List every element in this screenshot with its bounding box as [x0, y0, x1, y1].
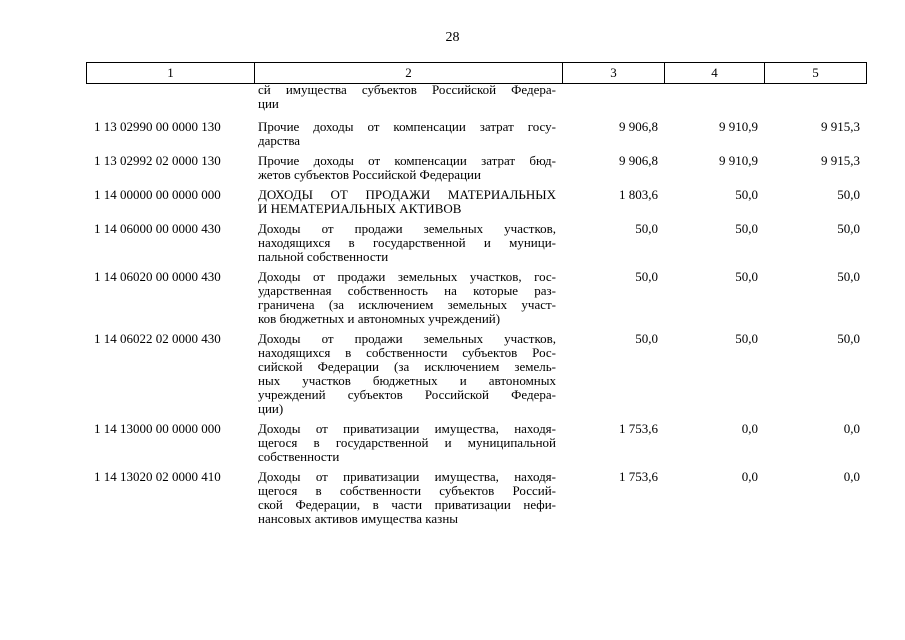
- row-value-col5: 9 915,3: [821, 153, 860, 168]
- table-body: [86, 83, 866, 532]
- table-row: [86, 83, 866, 111]
- table-row: [86, 188, 866, 216]
- row-name-line: Доходы от приватизации имущества, находя-: [258, 469, 556, 484]
- row-value-col5: 9 915,3: [821, 119, 860, 134]
- row-name-line: Доходы от продажи земельных участков, гос-: [258, 269, 556, 284]
- row-name-line: учреждений субъектов Российской Федера-: [258, 387, 556, 402]
- row-name-line: сй имущества субъектов Российской Федера-: [258, 82, 556, 97]
- row-name-line: сийской Федерации (за исключением земель-: [258, 359, 556, 374]
- table-row: [86, 422, 866, 464]
- row-name-line: щегося в собственности субъектов Россий-: [258, 483, 556, 498]
- row-code: [86, 83, 254, 111]
- row-name-line: нансовых активов имущества казны: [258, 511, 459, 526]
- row-name-line: Прочие доходы от компенсации затрат госу-: [258, 119, 556, 134]
- row-value-col3: 50,0: [635, 221, 658, 236]
- row-name-line: щегося в государственной и муниципальной: [258, 435, 556, 450]
- table-row: [86, 120, 866, 148]
- row-value-col4: 50,0: [735, 187, 758, 202]
- row-value-col3: 1 753,6: [619, 421, 658, 436]
- row-value-col4: 0,0: [741, 421, 758, 436]
- row-value-col3: 50,0: [635, 331, 658, 346]
- row-name-line: Прочие доходы от компенсации затрат бюд-: [258, 153, 556, 168]
- row-value-col5: 0,0: [843, 421, 860, 436]
- row-name-line: Доходы от продажи земельных участков,: [258, 221, 556, 236]
- row-name-line: ции): [258, 401, 284, 416]
- row-code: 1 14 00000 00 0000 000: [94, 187, 221, 202]
- row-value-col5: 0,0: [843, 469, 860, 484]
- header-col-1: 1: [87, 63, 255, 84]
- row-code: 1 14 06022 02 0000 430: [94, 331, 221, 346]
- row-name-line: ков бюджетных и автономных учреждений): [258, 311, 501, 326]
- table-row: [86, 470, 866, 526]
- row-name-line: собственности: [258, 449, 340, 464]
- row-name-line: ных участков бюджетных и автономных: [258, 373, 556, 388]
- row-name: [254, 222, 562, 264]
- row-name-line: находящихся в государственной и муници-: [258, 235, 556, 250]
- row-value-col4: [664, 83, 764, 111]
- row-value-col5: 50,0: [837, 221, 860, 236]
- row-name: [254, 470, 562, 526]
- row-value-col5: 50,0: [837, 331, 860, 346]
- table-row: [86, 222, 866, 264]
- header-col-2: 2: [255, 63, 563, 84]
- row-name-line: пальной собственности: [258, 249, 389, 264]
- table-row: [86, 270, 866, 326]
- row-value-col3: 50,0: [635, 269, 658, 284]
- row-name: [254, 270, 562, 326]
- header-col-5: 5: [765, 63, 867, 84]
- row-name-line: граничена (за исключением земельных участ-: [258, 297, 556, 312]
- row-value-col4: 9 910,9: [719, 153, 758, 168]
- row-value-col5: [764, 83, 866, 111]
- header-col-3: 3: [563, 63, 665, 84]
- row-name: [254, 188, 562, 216]
- row-name-line: Доходы от приватизации имущества, находя-: [258, 421, 556, 436]
- row-value-col4: 50,0: [735, 331, 758, 346]
- row-value-col4: 0,0: [741, 469, 758, 484]
- row-value-col3: 9 906,8: [619, 153, 658, 168]
- row-value-col4: 50,0: [735, 269, 758, 284]
- row-code: 1 14 06000 00 0000 430: [94, 221, 221, 236]
- row-value-col5: 50,0: [837, 187, 860, 202]
- row-name-line: дарства: [258, 133, 301, 148]
- row-name: [254, 332, 562, 416]
- table-header: [86, 62, 867, 84]
- row-code: 1 13 02990 00 0000 130: [94, 119, 221, 134]
- row-code: 1 13 02992 02 0000 130: [94, 153, 221, 168]
- row-name: [254, 120, 562, 148]
- table-row: [86, 154, 866, 182]
- row-name-line: Доходы от продажи земельных участков,: [258, 331, 556, 346]
- row-code: 1 14 06020 00 0000 430: [94, 269, 221, 284]
- row-name-line: ударственная собственность на которые раз-: [258, 283, 556, 298]
- row-value-col3: 9 906,8: [619, 119, 658, 134]
- row-value-col3: 1 803,6: [619, 187, 658, 202]
- row-name-line: ской Федерации, в части приватизации нефи-: [258, 497, 556, 512]
- row-value-col5: 50,0: [837, 269, 860, 284]
- row-code: 1 14 13020 02 0000 410: [94, 469, 221, 484]
- header-col-4: 4: [665, 63, 765, 84]
- row-name-line: ции: [258, 96, 279, 111]
- row-name: [254, 154, 562, 182]
- row-value-col3: [562, 83, 664, 111]
- row-name-line: жетов субъектов Российской Федерации: [258, 167, 481, 182]
- row-value-col4: 9 910,9: [719, 119, 758, 134]
- row-name-line: находящихся в собственности субъектов Рос-: [258, 345, 556, 360]
- row-name-line: ДОХОДЫ ОТ ПРОДАЖИ МАТЕРИАЛЬНЫХ: [258, 187, 556, 202]
- table-row: [86, 332, 866, 416]
- row-name: [254, 83, 562, 111]
- page-number: 28: [445, 30, 460, 45]
- row-value-col3: 1 753,6: [619, 469, 658, 484]
- row-name: [254, 422, 562, 464]
- row-code: 1 14 13000 00 0000 000: [94, 421, 221, 436]
- row-name-line: И НЕМАТЕРИАЛЬНЫХ АКТИВОВ: [258, 201, 462, 216]
- row-value-col4: 50,0: [735, 221, 758, 236]
